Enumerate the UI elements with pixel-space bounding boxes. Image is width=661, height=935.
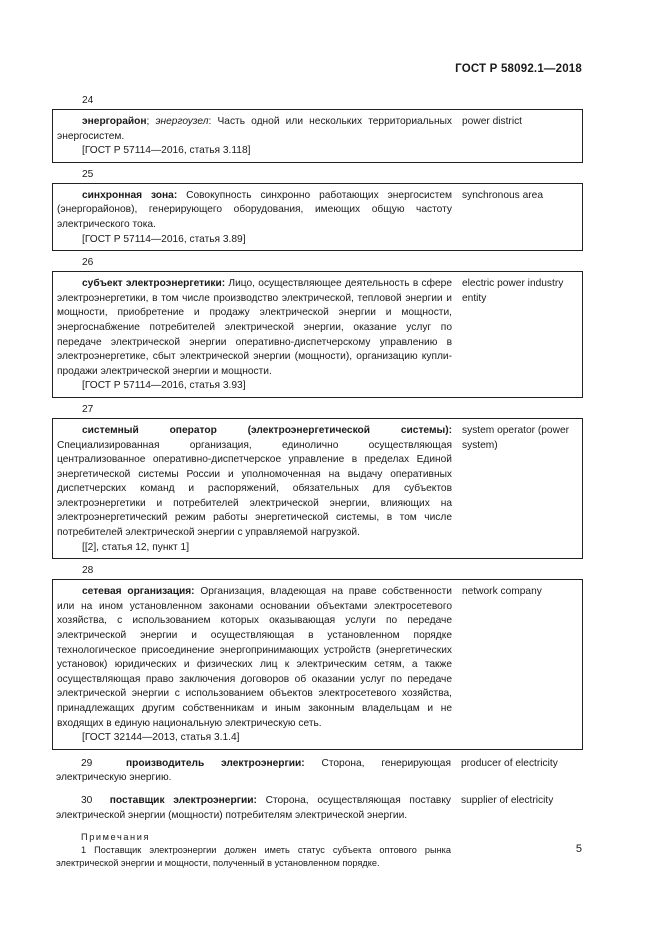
english-term: electric power industry entity [462,278,564,304]
notes-title: Примечания [81,832,151,843]
term-definition-block [57,189,452,247]
term: синхронная зона: [82,189,178,201]
term-entry [52,109,583,163]
english-term: producer of electricity [461,757,558,769]
definition: Специализированная организация, единолично осуществляющая централизованное оперативно-диспетчерское управление в пределах Единой энергетической системы России и уполномоченная на выдачу оперативных диспетчерских команд и распоряжений, обязательных для субъектов электроэнергетики и потребителей электрической энергии, влияющих на электроэнергетический режим работы энергетической системы, в том числе потребителей электрической энергии с управляемой нагрузкой. [57,439,452,539]
definition: : Часть одной или нескольких территориальных энергосистем. [57,116,452,142]
term-definition-block [57,115,452,159]
term-entry-plain [52,753,583,788]
source-reference: [ГОСТ 32144—2013, статья 3.1.4] [82,732,240,744]
term-definition-block [57,277,452,394]
term-definition-block [56,794,451,823]
term: сетевая организация: [82,586,195,598]
entry-number: 30 [81,794,93,806]
term-definition-block [57,424,452,555]
english-term: supplier of electricity [461,794,554,806]
entry-number: 28 [82,565,94,577]
term: поставщик электроэнергии: [109,794,257,806]
term: энергорайон [82,116,147,127]
term: субъект электроэнергетики: [82,278,226,290]
synonym-separator: ; [146,116,156,127]
term-entry [52,183,583,251]
source-reference: [ГОСТ Р 57114—2016, статья 3.93] [82,380,246,392]
term: системный оператор (электроэнергетической системы): [82,424,452,436]
terms-list [52,92,583,870]
document-code: ГОСТ Р 58092.1—2018 [455,63,582,75]
term-entry [52,271,583,398]
definition: Лицо, осуществляющее деятельность в сфере электроэнергетики, в том числе производство электрической, тепловой энергии и мощности, приобретение и продажу электрической энергии и мощности, энергоснабжение потребителей электрической энергии, оказание услуг по передаче электрической энергии оперативно-диспетчерскому управлению в электроэнергетике, сбыт электрической энергии (мощности), организацию купли-продажи электрической энергии и мощности. [57,278,452,377]
term-entry [52,579,583,750]
source-reference: [ГОСТ Р 57114—2016, статья 3.89] [82,233,246,245]
term-definition-block [56,757,451,786]
entry-number: 24 [82,95,94,106]
term-entry [52,418,583,559]
note-item: 1 Поставщик электроэнергии должен иметь статус субъекта оптового рынка электрической энергии и мощности, полученный в установленном порядке. [56,845,451,869]
term-synonym: энергоузел [155,116,209,127]
english-term: power district [462,116,523,127]
definition: Организация, владеющая на праве собственности или на ином установленном законами основании объектами электросетевого хозяйства, с использованием которых оказывающая услуги по передаче электрической энергии и осуществляющая в установленном порядке технологическое присоединение энергопринимающих устройств (энергетических установок) юридических и физических лиц к электрическим сетям, а также осуществляющая право заключения договоров об оказании услуг по передаче электрической энергии с использованием объектов электросетевого хозяйства, принадлежащих другим собственникам и иным законным владельцам и не входящих в единую национальную электрическую сеть. [57,586,452,729]
notes-block [52,825,455,870]
term-definition-block [57,585,452,746]
source-reference: [[2], статья 12, пункт 1] [82,541,190,553]
english-term: synchronous area [462,189,543,201]
page-number: 5 [575,843,582,855]
entry-number: 29 [81,757,93,769]
entry-number: 27 [82,403,94,415]
english-term: system operator (power system) [462,424,570,451]
term: производитель электроэнергии: [125,757,305,769]
entry-number: 26 [82,257,94,269]
source-reference: [ГОСТ Р 57114—2016, статья 3.118] [82,145,251,157]
definition: Сторона, генерирующая электрическую энергию. [56,757,451,784]
definition: Сторона, осуществляющая поставку электрической энергии (мощности) потребителям электрической энергии. [56,794,451,821]
entry-number: 25 [82,168,94,180]
english-term: network company [462,586,542,598]
definition: Совокупность синхронно работающих энергосистем (энергорайонов), генерирующего оборудования, имеющих общую частоту электрического тока. [57,189,452,230]
term-entry-plain [52,790,583,825]
